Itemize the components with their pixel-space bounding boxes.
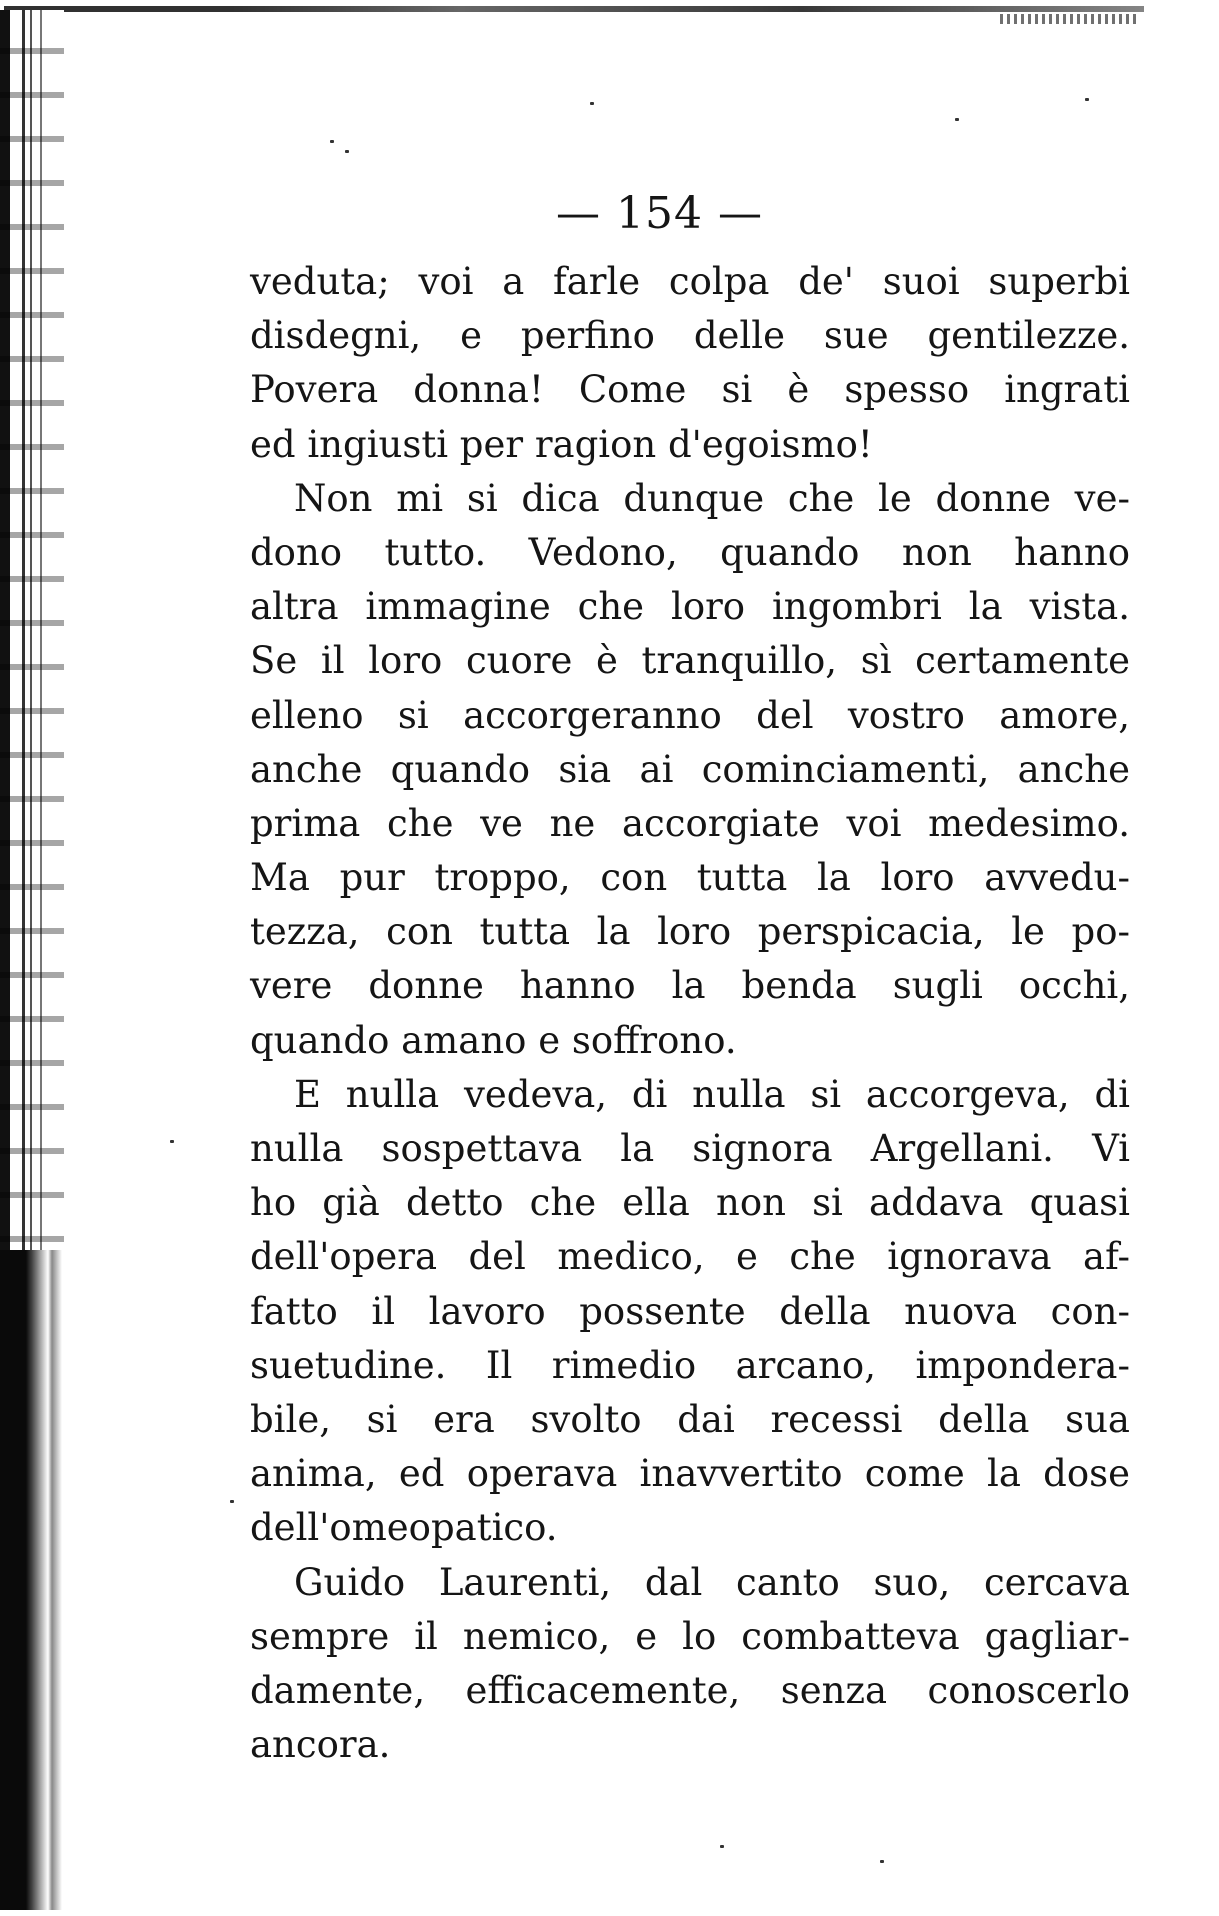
scan-speck (230, 1500, 234, 1503)
text-line: damente, efficacemente, senza conoscerlo (250, 1668, 1130, 1712)
paragraph (250, 255, 1130, 472)
page-number: — 154 — (556, 188, 763, 239)
scan-speck (345, 150, 349, 153)
text-line: quando amano e soffrono. (250, 1018, 737, 1062)
text-line: Povera donna! Come si è spesso ingrati (250, 368, 1130, 412)
text-line: suetudine. Il rimedio arcano, imponderа- (250, 1343, 1130, 1387)
text-line: nulla sospettava la signora Argellani. Vi (250, 1127, 1130, 1170)
paragraph (250, 1556, 1130, 1773)
text-line: veduta; voi a farle colpa de' suoi superbi (250, 260, 1130, 303)
text-line: fatto il lavoro possente della nuova con- (250, 1289, 1130, 1333)
text-line: E nulla vedeva, di nulla si accorgeva, di (294, 1072, 1130, 1116)
text-line: anima, ed operava inavvertito come la dose (250, 1452, 1130, 1496)
scan-speck (955, 118, 959, 121)
scan-spine-shadow (0, 1250, 70, 1910)
text-line: sempre il nemico, e lo combatteva gagliar- (250, 1614, 1130, 1658)
text-line: elleno si accorgeranno del vostro amore, (250, 693, 1130, 737)
text-line: anche quando sia ai cominciamenti, anche (250, 747, 1130, 791)
text-line: dell'omeopatico. (250, 1506, 558, 1550)
text-line: Non mi si dica dunque che le donne ve- (294, 476, 1130, 520)
text-line: disdegni, e perfino delle sue gentilezze. (250, 314, 1130, 358)
text-line: altra immagine che loro ingombri la vista. (250, 585, 1130, 629)
paragraph (250, 1068, 1130, 1556)
text-line: dell'opera del medico, e che ignorava af- (250, 1235, 1130, 1279)
scan-speck (170, 1140, 174, 1143)
paragraph (250, 472, 1130, 1068)
text-line: Ma pur troppo, con tutta la loro avvedu- (250, 856, 1130, 900)
body-text (250, 255, 1130, 1772)
scan-speck (330, 140, 334, 143)
text-line: Se il loro cuore è tranquillo, sì certamente (250, 639, 1130, 683)
text-line: tezza, con tutta la loro perspicacia, le po- (250, 910, 1130, 954)
text-line: ho già detto che ella non si addava quasi (250, 1181, 1130, 1225)
text-line: ed ingiusti per ragion d'egoismo! (250, 422, 873, 466)
text-line: ancora. (250, 1723, 391, 1767)
text-line: vere donne hanno la benda sugli occhi, (250, 964, 1130, 1008)
scan-speck (720, 1845, 724, 1848)
scan-speck (590, 102, 594, 105)
scan-top-edge (4, 6, 1144, 12)
scan-speck (880, 1860, 884, 1863)
text-line: dono tutto. Vedono, quando non hanno (250, 530, 1130, 574)
scan-speck (1085, 98, 1089, 101)
text-line: Guido Laurenti, dal canto suo, cercava (294, 1560, 1130, 1604)
scan-top-edge-noise (1000, 14, 1140, 24)
text-line: bile, si era svolto dai recessi della sua (250, 1397, 1130, 1441)
text-line: prima che ve ne accorgiate voi medesimo. (250, 801, 1130, 845)
